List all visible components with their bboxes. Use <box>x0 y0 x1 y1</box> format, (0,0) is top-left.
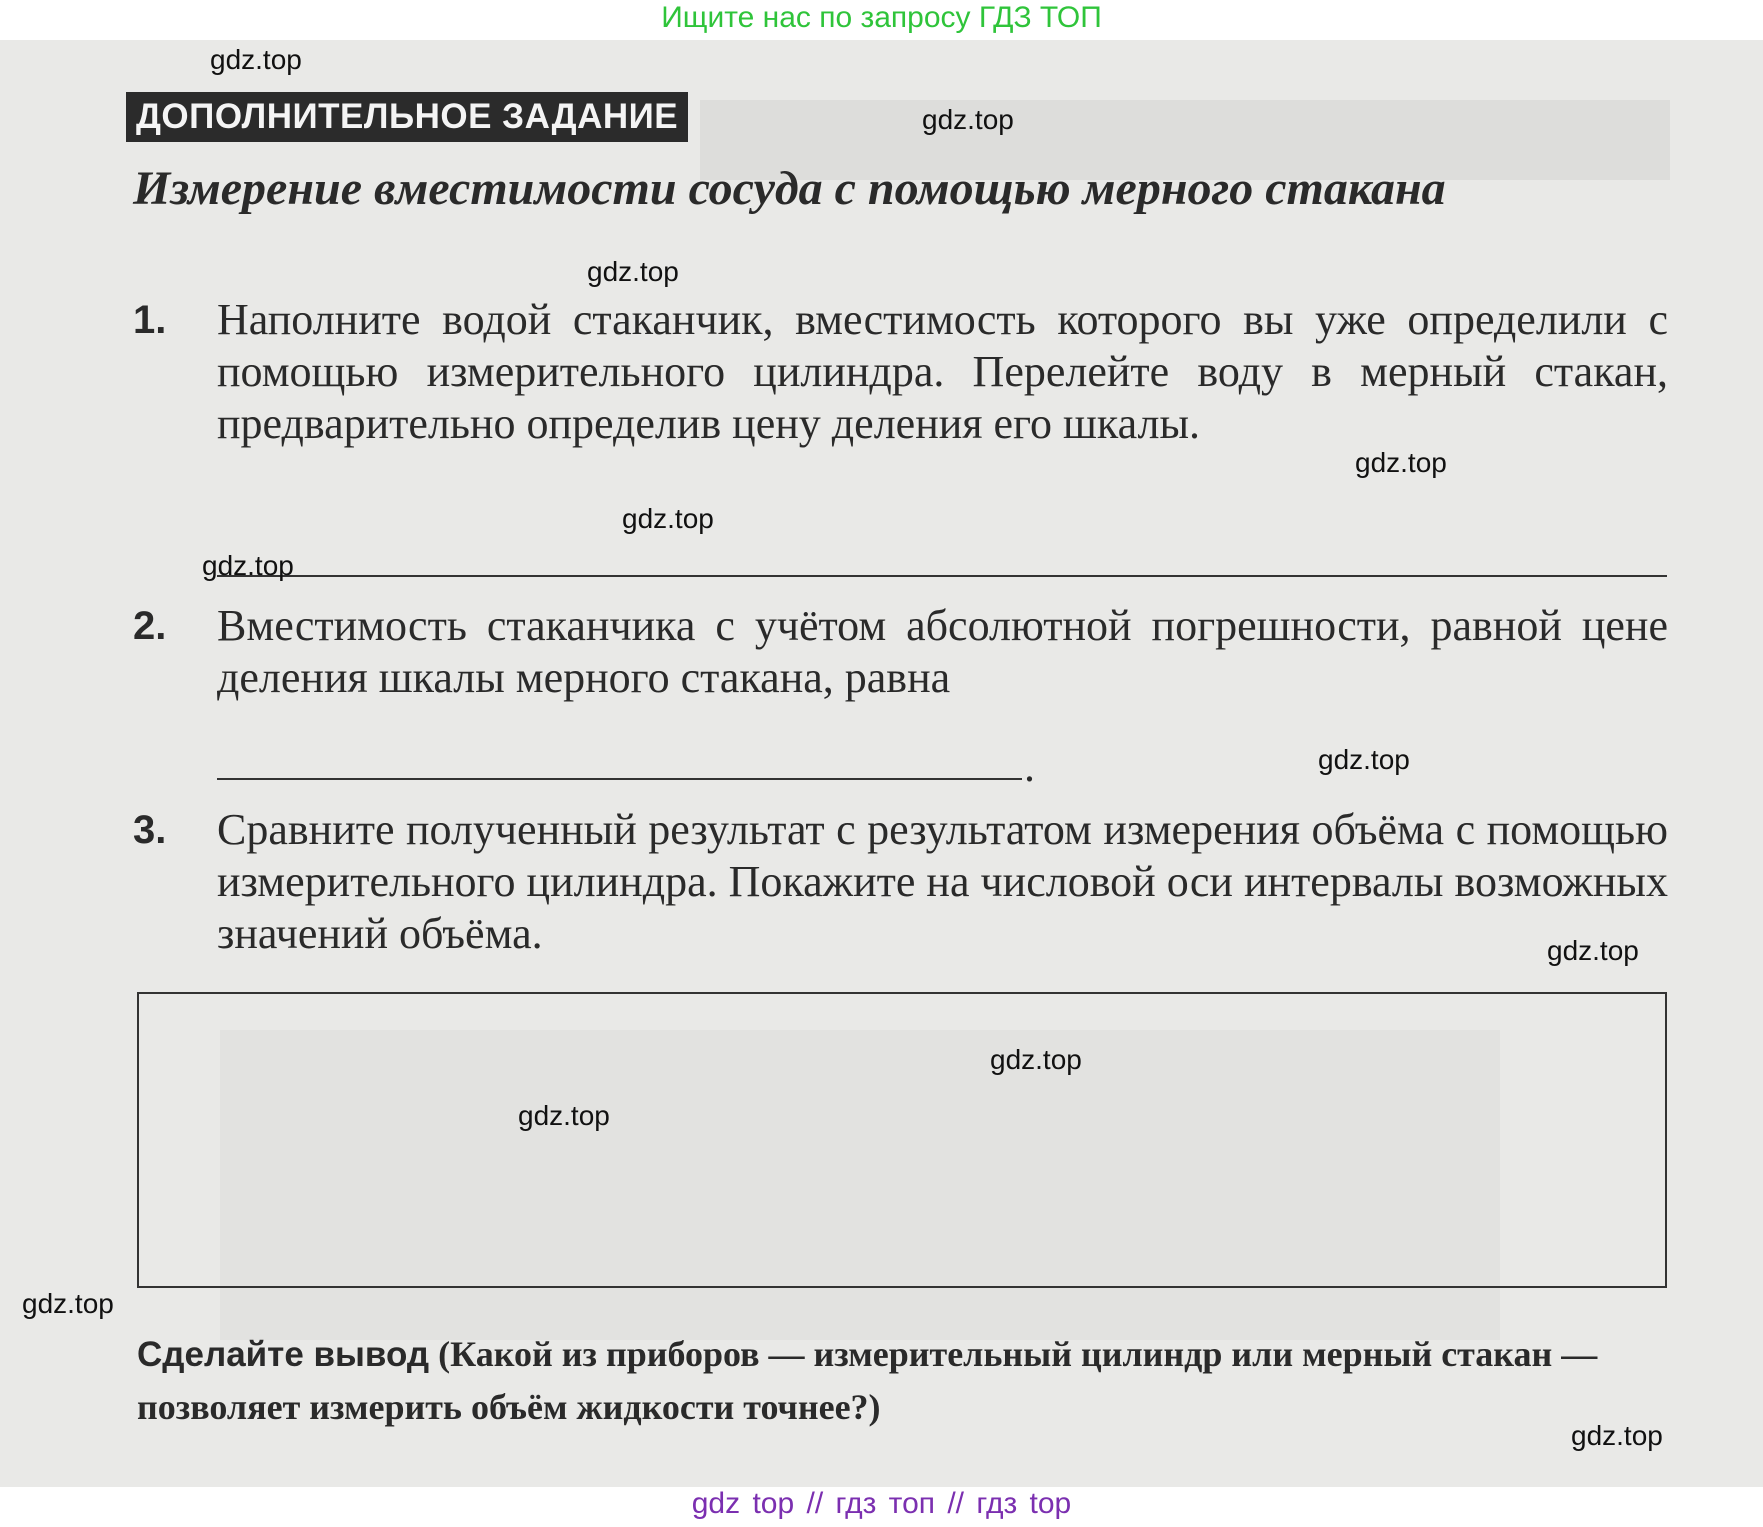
task-number: 2. <box>133 604 167 648</box>
conclusion-lead: Сделайте вывод <box>137 1335 430 1374</box>
watermark: gdz.top <box>1571 1420 1663 1451</box>
task-2 <box>133 600 1668 710</box>
task-text: Сравните полученный результат с результатом измерения объёма с помощью измерительного цилиндра. Покажите на числовой оси интервалы возможных значений объёма. <box>217 805 1668 958</box>
watermark: gdz.top <box>1547 935 1639 966</box>
answer-end-period: . <box>1024 742 1035 791</box>
answer-line-1[interactable] <box>217 575 1667 577</box>
watermark: gdz.top <box>518 1100 610 1131</box>
top-banner[interactable]: Ищите нас по запросу ГДЗ ТОП <box>0 0 1763 40</box>
section-header: ДОПОЛНИТЕЛЬНОЕ ЗАДАНИЕ <box>126 92 688 142</box>
page-title: Измерение вместимости сосуда с помощью мерного стакана <box>133 162 1446 215</box>
conclusion <box>137 1328 1667 1433</box>
watermark: gdz.top <box>202 550 294 581</box>
task-text: Наполните водой стаканчик, вместимость которого вы уже определили с помощью измерительного цилиндра. Перелейте воду в мерный стакан, предварительно определив цену деления его шкалы. <box>217 295 1668 448</box>
answer-line-2[interactable] <box>217 778 1022 780</box>
conclusion-question: (Какой из приборов — измерительный цилиндр или мерный стакан — позволяет измерить объём жидкости точнее?) <box>137 1334 1598 1427</box>
watermark: gdz.top <box>1318 744 1410 775</box>
number-axis-answer-box[interactable] <box>137 992 1667 1288</box>
watermark: gdz.top <box>622 503 714 534</box>
watermark: gdz.top <box>22 1288 114 1319</box>
watermark: gdz.top <box>922 104 1014 135</box>
task-number: 1. <box>133 298 167 342</box>
watermark: gdz.top <box>210 44 302 75</box>
task-number: 3. <box>133 808 167 852</box>
task-text: Вместимость стаканчика с учётом абсолютной погрешности, равной цене деления шкалы мерного стакана, равна <box>217 601 1668 702</box>
watermark: gdz.top <box>990 1044 1082 1075</box>
watermark: gdz.top <box>587 256 679 287</box>
watermark: gdz.top <box>1355 447 1447 478</box>
task-3 <box>133 804 1668 964</box>
bottom-banner[interactable]: gdz top // гдз топ // гдз top <box>0 1487 1763 1527</box>
